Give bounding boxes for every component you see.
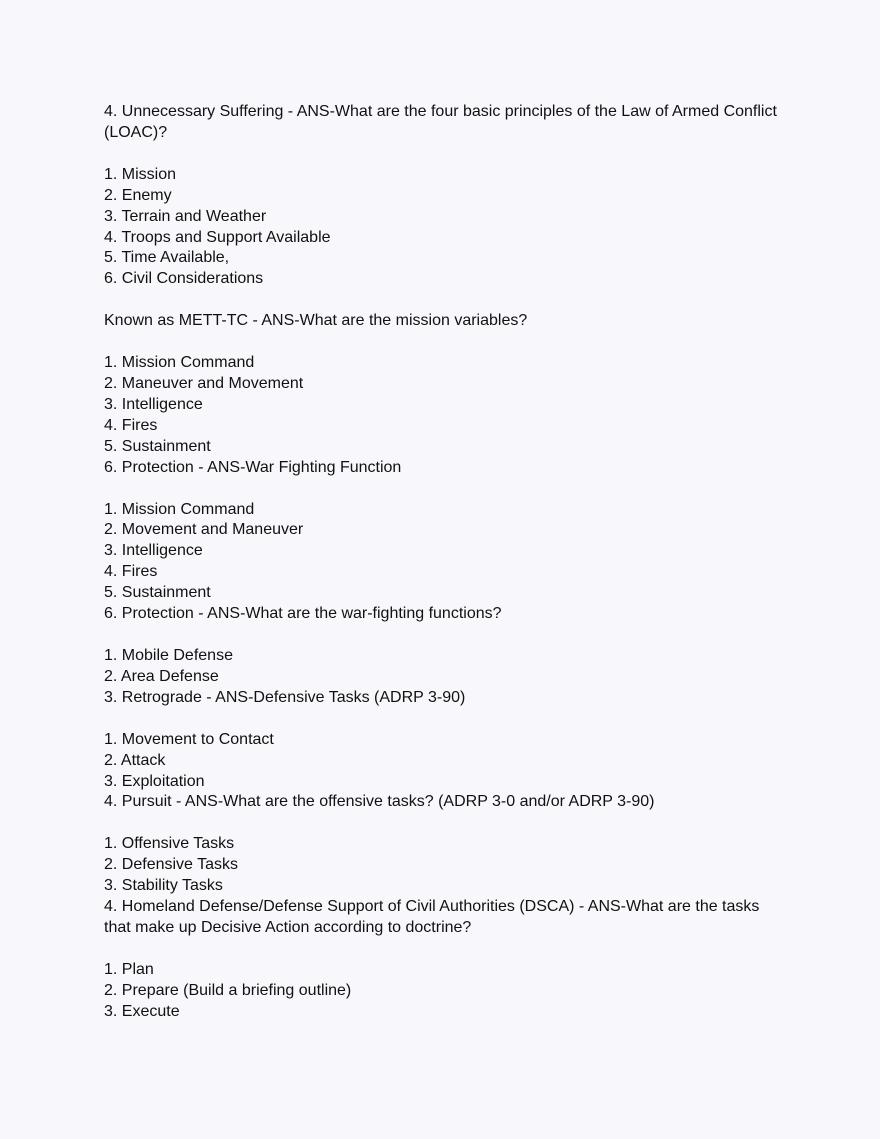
text-line: 2. Movement and Maneuver <box>104 521 304 539</box>
text-line: 4. Homeland Defense/Defense Support of Civil Authorities (DSCA) - ANS-What are the tasks <box>104 898 760 916</box>
blank-line <box>104 625 804 646</box>
text-line: 4. Unnecessary Suffering - ANS-What are the four basic principles of the Law of Armed Conflict <box>104 103 777 120</box>
text-line: 3. Stability Tasks <box>104 877 223 895</box>
text-line: 1. Offensive Tasks <box>104 835 235 853</box>
text-line: 3. Exploitation <box>104 772 205 790</box>
text-line: 2. Enemy <box>104 186 172 204</box>
text-line: 3. Terrain and Weather <box>104 207 267 225</box>
text-line: 1. Mission Command <box>104 500 255 518</box>
text-line: 1. Mobile Defense <box>104 646 233 664</box>
text-line: 2. Prepare (Build a briefing outline) <box>104 981 352 999</box>
text-line: 1. Mission Command <box>104 354 255 372</box>
blank-line <box>104 144 804 165</box>
blank-line <box>104 709 804 730</box>
blank-line <box>104 479 804 500</box>
text-line: 4. Fires <box>104 563 158 581</box>
text-line: 6. Civil Considerations <box>104 270 264 288</box>
text-line: Known as METT-TC - ANS-What are the mission variables? <box>104 312 528 330</box>
text-line: 5. Sustainment <box>104 584 211 602</box>
text-line: 6. Protection - ANS-War Fighting Function <box>104 458 402 476</box>
text-line: 1. Plan <box>104 960 154 978</box>
blank-line <box>104 939 804 960</box>
text-line: 1. Mission <box>104 165 177 183</box>
blank-line <box>104 332 804 353</box>
text-line: 5. Sustainment <box>104 437 211 455</box>
text-line: 2. Area Defense <box>104 667 219 685</box>
text-line: 4. Fires <box>104 416 158 434</box>
blank-line <box>104 813 804 834</box>
text-line: 3. Execute <box>104 1002 180 1020</box>
document-body <box>104 102 804 1023</box>
text-line: 2. Maneuver and Movement <box>104 374 304 392</box>
text-line: 4. Troops and Support Available <box>104 228 331 246</box>
text-line: that make up Decisive Action according to doctrine? <box>104 918 472 936</box>
text-line: (LOAC)? <box>104 123 168 141</box>
text-line: 2. Attack <box>104 751 166 769</box>
blank-line <box>104 290 804 311</box>
text-line: 3. Intelligence <box>104 542 203 560</box>
text-line: 4. Pursuit - ANS-What are the offensive tasks? (ADRP 3-0 and/or ADRP 3-90) <box>104 793 655 811</box>
text-line: 5. Time Available, <box>104 249 230 267</box>
text-line: 3. Intelligence <box>104 395 203 413</box>
text-line: 1. Movement to Contact <box>104 730 274 748</box>
text-line: 2. Defensive Tasks <box>104 856 238 874</box>
text-line: 3. Retrograde - ANS-Defensive Tasks (ADRP 3-90) <box>104 688 466 706</box>
text-line: 6. Protection - ANS-What are the war-fighting functions? <box>104 605 502 623</box>
